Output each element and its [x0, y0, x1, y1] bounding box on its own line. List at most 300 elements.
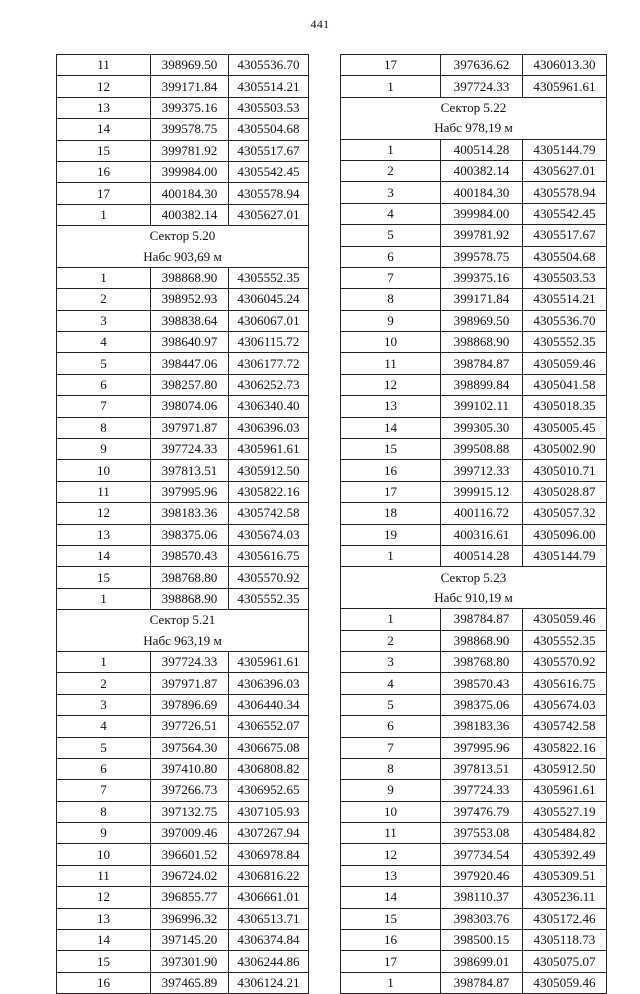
point-number: 1 [341, 545, 441, 566]
point-number: 11 [341, 353, 441, 374]
coordinate-x: 397920.46 [441, 865, 523, 886]
coordinate-x: 399305.30 [441, 417, 523, 438]
point-number: 2 [341, 630, 441, 651]
coordinate-y: 4306396.03 [229, 673, 309, 694]
coordinate-x: 398375.06 [151, 524, 229, 545]
point-number: 19 [341, 524, 441, 545]
coordinate-y: 4305961.61 [523, 780, 607, 801]
coordinate-y: 4305144.79 [523, 139, 607, 160]
point-number: 11 [57, 481, 151, 502]
coordinate-x: 400514.28 [441, 545, 523, 566]
point-number: 14 [57, 119, 151, 140]
coordinate-x: 399171.84 [151, 76, 229, 97]
coordinate-y: 4306952.65 [229, 780, 309, 801]
coordinate-y: 4305517.67 [229, 140, 309, 161]
point-number: 13 [57, 908, 151, 929]
sector-title: Сектор 5.22 [341, 97, 607, 118]
point-number: 9 [57, 439, 151, 460]
table-row [341, 780, 607, 801]
coordinate-x: 397813.51 [441, 758, 523, 779]
coordinate-y: 4305057.32 [523, 503, 607, 524]
table-row [57, 374, 309, 395]
point-number: 9 [57, 823, 151, 844]
coordinate-x: 398183.36 [151, 503, 229, 524]
table-row [341, 930, 607, 951]
coordinate-x: 398768.80 [441, 651, 523, 672]
table-row [57, 972, 309, 993]
point-number: 6 [57, 374, 151, 395]
table-row [57, 716, 309, 737]
table-row [57, 76, 309, 97]
coordinate-y: 4305552.35 [523, 630, 607, 651]
point-number: 8 [341, 758, 441, 779]
point-number: 8 [57, 417, 151, 438]
point-number: 14 [341, 417, 441, 438]
coordinate-y: 4305059.46 [523, 972, 607, 993]
table-row [341, 246, 607, 267]
table-row [341, 887, 607, 908]
coordinate-y: 4305172.46 [523, 908, 607, 929]
table-row [57, 651, 309, 672]
coordinate-x: 398784.87 [441, 972, 523, 993]
table-row [57, 417, 309, 438]
point-number: 1 [57, 588, 151, 609]
point-number: 6 [57, 758, 151, 779]
coordinate-y: 4305484.82 [523, 823, 607, 844]
point-number: 5 [57, 353, 151, 374]
table-row [57, 204, 309, 225]
coordinate-y: 4305002.90 [523, 439, 607, 460]
table-row [341, 76, 607, 97]
table-row [57, 161, 309, 182]
table-row [341, 801, 607, 822]
point-number: 17 [341, 951, 441, 972]
coordinate-y: 4306340.40 [229, 396, 309, 417]
table-row [341, 203, 607, 224]
coordinate-y: 4306661.01 [229, 887, 309, 908]
coordinate-x: 399102.11 [441, 396, 523, 417]
point-number: 15 [57, 140, 151, 161]
coordinate-x: 398699.01 [441, 951, 523, 972]
coordinate-x: 397726.51 [151, 716, 229, 737]
coordinate-x: 399578.75 [441, 246, 523, 267]
coordinate-x: 397301.90 [151, 951, 229, 972]
coordinate-x: 398784.87 [441, 609, 523, 630]
coordinate-x: 399712.33 [441, 460, 523, 481]
coordinate-x: 398447.06 [151, 353, 229, 374]
coordinate-x: 397476.79 [441, 801, 523, 822]
table-row [57, 289, 309, 310]
coordinate-x: 399375.16 [151, 97, 229, 118]
coordinate-x: 400514.28 [441, 139, 523, 160]
coordinate-y: 4305059.46 [523, 609, 607, 630]
sector-area-row [341, 588, 607, 609]
table-row [57, 481, 309, 502]
coordinate-y: 4305742.58 [229, 503, 309, 524]
point-number: 4 [341, 203, 441, 224]
coordinate-y: 4305912.50 [523, 758, 607, 779]
point-number: 5 [57, 737, 151, 758]
table-row [341, 545, 607, 566]
table-row [57, 887, 309, 908]
coordinate-y: 4305570.92 [523, 651, 607, 672]
table-row [341, 673, 607, 694]
point-number: 14 [57, 545, 151, 566]
coordinate-x: 396601.52 [151, 844, 229, 865]
table-row [341, 139, 607, 160]
coordinate-x: 400184.30 [151, 183, 229, 204]
table-row [341, 524, 607, 545]
table-row [57, 737, 309, 758]
point-number: 15 [57, 567, 151, 588]
coordinate-y: 4305527.19 [523, 801, 607, 822]
coordinate-y: 4305005.45 [523, 417, 607, 438]
coordinate-y: 4305961.61 [229, 439, 309, 460]
coordinate-y: 4305674.03 [229, 524, 309, 545]
sector-area: Набс 903,69 м [57, 247, 309, 268]
point-number: 1 [341, 76, 441, 97]
coordinate-y: 4305627.01 [523, 160, 607, 181]
coordinate-y: 4305309.51 [523, 865, 607, 886]
point-number: 10 [57, 460, 151, 481]
coordinate-y: 4305542.45 [523, 203, 607, 224]
coordinate-y: 4305552.35 [229, 588, 309, 609]
point-number: 8 [57, 801, 151, 822]
point-number: 3 [341, 182, 441, 203]
point-number: 15 [341, 908, 441, 929]
point-number: 13 [57, 97, 151, 118]
table-row [57, 353, 309, 374]
coordinate-x: 399375.16 [441, 267, 523, 288]
coordinate-y: 4306816.22 [229, 865, 309, 886]
coordinate-x: 398969.50 [441, 310, 523, 331]
coordinate-x: 397132.75 [151, 801, 229, 822]
coordinate-x: 397410.80 [151, 758, 229, 779]
coordinate-y: 4305010.71 [523, 460, 607, 481]
coordinate-x: 397009.46 [151, 823, 229, 844]
table-row [57, 55, 309, 76]
table-row [57, 951, 309, 972]
sector-area: Набс 910,19 м [341, 588, 607, 609]
table-row [57, 119, 309, 140]
coordinate-x: 396996.32 [151, 908, 229, 929]
coordinates-table-right [340, 54, 607, 994]
coordinate-x: 397724.33 [441, 76, 523, 97]
point-number: 13 [57, 524, 151, 545]
coordinate-x: 396855.77 [151, 887, 229, 908]
point-number: 16 [341, 460, 441, 481]
point-number: 5 [341, 225, 441, 246]
point-number: 6 [341, 716, 441, 737]
table-row [341, 823, 607, 844]
coordinate-x: 399508.88 [441, 439, 523, 460]
table-row [341, 609, 607, 630]
coordinate-x: 398183.36 [441, 716, 523, 737]
coordinate-x: 397971.87 [151, 673, 229, 694]
point-number: 12 [57, 503, 151, 524]
coordinate-y: 4305616.75 [229, 545, 309, 566]
coordinate-x: 398570.43 [151, 545, 229, 566]
coordinate-y: 4305236.11 [523, 887, 607, 908]
coordinate-x: 397266.73 [151, 780, 229, 801]
coordinate-x: 398570.43 [441, 673, 523, 694]
sector-area: Набс 963,19 м [57, 631, 309, 652]
point-number: 7 [341, 737, 441, 758]
coordinate-x: 397813.51 [151, 460, 229, 481]
point-number: 12 [341, 844, 441, 865]
table-row [57, 460, 309, 481]
point-number: 10 [57, 844, 151, 865]
coordinate-y: 4305028.87 [523, 481, 607, 502]
table-row [57, 503, 309, 524]
point-number: 7 [57, 396, 151, 417]
coordinate-y: 4305392.49 [523, 844, 607, 865]
point-number: 15 [341, 439, 441, 460]
point-number: 17 [341, 55, 441, 76]
coordinate-x: 399781.92 [151, 140, 229, 161]
table-row [57, 780, 309, 801]
coordinate-x: 398640.97 [151, 332, 229, 353]
point-number: 16 [341, 930, 441, 951]
coordinate-x: 398969.50 [151, 55, 229, 76]
coordinate-y: 4307105.93 [229, 801, 309, 822]
table-row [341, 267, 607, 288]
sector-title: Сектор 5.21 [57, 610, 309, 631]
coordinate-x: 397971.87 [151, 417, 229, 438]
table-row [341, 481, 607, 502]
table-row [341, 651, 607, 672]
coordinate-y: 4306513.71 [229, 908, 309, 929]
coordinate-x: 398375.06 [441, 694, 523, 715]
point-number: 5 [341, 694, 441, 715]
table-row [57, 673, 309, 694]
table-row [57, 396, 309, 417]
table-row [341, 503, 607, 524]
coordinate-y: 4305578.94 [229, 183, 309, 204]
point-number: 15 [57, 951, 151, 972]
point-number: 12 [341, 374, 441, 395]
coordinate-y: 4305542.45 [229, 161, 309, 182]
table-row [57, 758, 309, 779]
coordinate-y: 4306244.86 [229, 951, 309, 972]
table-row [57, 567, 309, 588]
coordinate-x: 398110.37 [441, 887, 523, 908]
point-number: 7 [57, 780, 151, 801]
coordinates-table-left [56, 54, 309, 994]
coordinate-y: 4305514.21 [523, 289, 607, 310]
coordinate-y: 4305503.53 [229, 97, 309, 118]
table-row [341, 396, 607, 417]
coordinate-y: 4305536.70 [523, 310, 607, 331]
coordinate-x: 399984.00 [151, 161, 229, 182]
coordinate-x: 397995.96 [151, 481, 229, 502]
coordinate-x: 400382.14 [151, 204, 229, 225]
coordinate-y: 4305504.68 [229, 119, 309, 140]
coordinate-y: 4305627.01 [229, 204, 309, 225]
coordinate-x: 397734.54 [441, 844, 523, 865]
coordinate-x: 398868.90 [441, 332, 523, 353]
point-number: 14 [57, 930, 151, 951]
coordinate-x: 398868.90 [151, 588, 229, 609]
point-number: 1 [57, 651, 151, 672]
table-row [341, 844, 607, 865]
coordinate-x: 398868.90 [441, 630, 523, 651]
point-number: 4 [57, 332, 151, 353]
table-row [57, 844, 309, 865]
coordinate-y: 4305961.61 [523, 76, 607, 97]
coordinate-y: 4305674.03 [523, 694, 607, 715]
coordinate-y: 4306396.03 [229, 417, 309, 438]
coordinate-x: 397564.30 [151, 737, 229, 758]
sector-title: Сектор 5.23 [341, 567, 607, 588]
table-row [57, 140, 309, 161]
coordinate-y: 4307267.94 [229, 823, 309, 844]
table-row [57, 545, 309, 566]
table-row [341, 289, 607, 310]
table-row [57, 524, 309, 545]
coordinate-y: 4305503.53 [523, 267, 607, 288]
coordinate-x: 397465.89 [151, 972, 229, 993]
point-number: 3 [57, 694, 151, 715]
coordinate-y: 4305075.07 [523, 951, 607, 972]
table-row [341, 951, 607, 972]
coordinate-y: 4305517.67 [523, 225, 607, 246]
coordinate-x: 399915.12 [441, 481, 523, 502]
point-number: 10 [341, 801, 441, 822]
coordinate-y: 4306252.73 [229, 374, 309, 395]
coordinate-y: 4305018.35 [523, 396, 607, 417]
point-number: 4 [57, 716, 151, 737]
table-row [57, 694, 309, 715]
point-number: 8 [341, 289, 441, 310]
sector-title: Сектор 5.20 [57, 226, 309, 247]
point-number: 1 [341, 139, 441, 160]
coordinate-y: 4305578.94 [523, 182, 607, 203]
coordinate-y: 4306440.34 [229, 694, 309, 715]
coordinate-x: 398784.87 [441, 353, 523, 374]
table-row [341, 55, 607, 76]
coordinate-x: 399984.00 [441, 203, 523, 224]
point-number: 11 [57, 55, 151, 76]
table-row [341, 332, 607, 353]
coordinate-x: 397636.62 [441, 55, 523, 76]
table-row [341, 737, 607, 758]
point-number: 13 [341, 396, 441, 417]
coordinate-x: 398500.15 [441, 930, 523, 951]
table-row [57, 801, 309, 822]
coordinate-y: 4306124.21 [229, 972, 309, 993]
coordinate-y: 4306808.82 [229, 758, 309, 779]
coordinate-y: 4305536.70 [229, 55, 309, 76]
coordinate-y: 4306675.08 [229, 737, 309, 758]
point-number: 2 [57, 289, 151, 310]
table-row [57, 97, 309, 118]
point-number: 11 [57, 865, 151, 886]
coordinate-x: 398257.80 [151, 374, 229, 395]
coordinate-y: 4305822.16 [523, 737, 607, 758]
coordinate-x: 400316.61 [441, 524, 523, 545]
table-row [57, 267, 309, 288]
coordinate-x: 397145.20 [151, 930, 229, 951]
point-number: 9 [341, 780, 441, 801]
coordinate-x: 398899.84 [441, 374, 523, 395]
point-number: 13 [341, 865, 441, 886]
table-row [341, 460, 607, 481]
point-number: 3 [341, 651, 441, 672]
table-row [341, 160, 607, 181]
coordinate-y: 4305742.58 [523, 716, 607, 737]
coordinate-x: 397724.33 [151, 651, 229, 672]
table-row [57, 439, 309, 460]
coordinate-x: 400382.14 [441, 160, 523, 181]
coordinate-x: 399171.84 [441, 289, 523, 310]
point-number: 11 [341, 823, 441, 844]
table-row [57, 183, 309, 204]
coordinate-x: 398768.80 [151, 567, 229, 588]
coordinate-y: 4305570.92 [229, 567, 309, 588]
coordinate-y: 4305096.00 [523, 524, 607, 545]
coordinate-y: 4305552.35 [229, 267, 309, 288]
table-row [341, 630, 607, 651]
point-number: 17 [341, 481, 441, 502]
point-number: 18 [341, 503, 441, 524]
coordinate-y: 4305504.68 [523, 246, 607, 267]
coordinate-x: 397553.08 [441, 823, 523, 844]
point-number: 1 [57, 267, 151, 288]
point-number: 4 [341, 673, 441, 694]
coordinate-y: 4305059.46 [523, 353, 607, 374]
coordinate-x: 398074.06 [151, 396, 229, 417]
coordinate-x: 398303.76 [441, 908, 523, 929]
table-row [57, 865, 309, 886]
page-number: 441 [310, 17, 330, 31]
coordinate-y: 4306552.07 [229, 716, 309, 737]
table-row [57, 823, 309, 844]
point-number: 3 [57, 310, 151, 331]
table-row [57, 588, 309, 609]
coordinate-x: 398952.93 [151, 289, 229, 310]
point-number: 7 [341, 267, 441, 288]
sector-title-row [341, 567, 607, 588]
coordinate-y: 4305144.79 [523, 545, 607, 566]
point-number: 9 [341, 310, 441, 331]
coordinate-x: 400116.72 [441, 503, 523, 524]
table-row [341, 758, 607, 779]
coordinate-y: 4305961.61 [229, 651, 309, 672]
sector-area-row [57, 247, 309, 268]
coordinate-y: 4306978.84 [229, 844, 309, 865]
point-number: 17 [57, 183, 151, 204]
table-row [341, 439, 607, 460]
point-number: 2 [57, 673, 151, 694]
point-number: 1 [341, 609, 441, 630]
sector-area: Набс 978,19 м [341, 118, 607, 139]
coordinate-x: 396724.02 [151, 865, 229, 886]
coordinate-y: 4306177.72 [229, 353, 309, 374]
coordinate-y: 4306115.72 [229, 332, 309, 353]
point-number: 12 [57, 887, 151, 908]
table-row [57, 310, 309, 331]
table-row [341, 374, 607, 395]
coordinate-y: 4305514.21 [229, 76, 309, 97]
table-row [341, 865, 607, 886]
coordinate-x: 398868.90 [151, 267, 229, 288]
point-number: 14 [341, 887, 441, 908]
table-row [57, 930, 309, 951]
coordinate-y: 4305616.75 [523, 673, 607, 694]
coordinate-y: 4305041.58 [523, 374, 607, 395]
table-row [341, 182, 607, 203]
